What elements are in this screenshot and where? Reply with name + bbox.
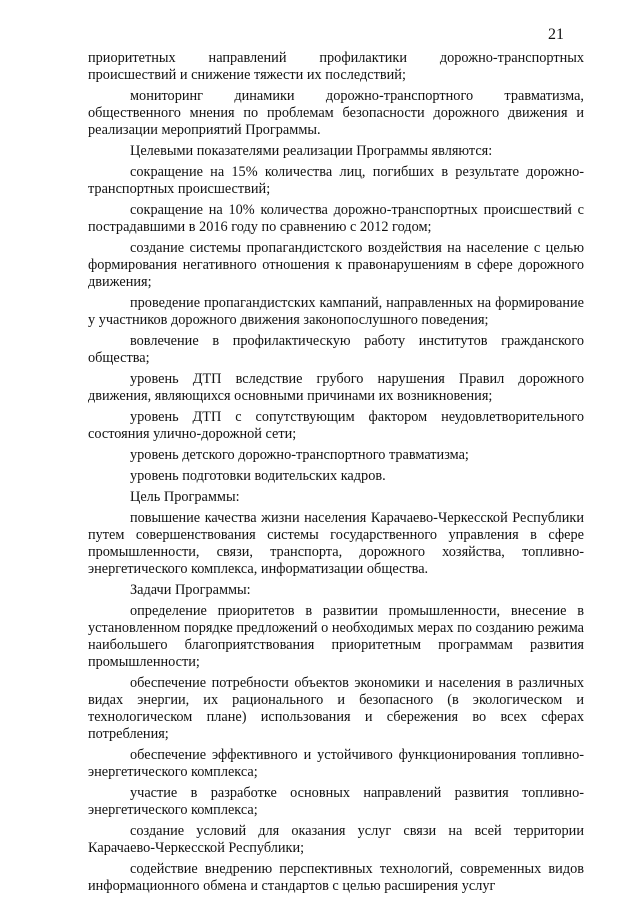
paragraph: проведение пропагандистских кампаний, направленных на формирование у участников дорожного движения законопослушного поведения;	[88, 295, 584, 328]
paragraph: Задачи Программы:	[130, 582, 251, 598]
paragraph: определение приоритетов в развитии промышленности, внесение в установленном порядке предложений о необходимых мерах по созданию режима наибольшего благоприятствования приоритетным программам развития промышленности;	[88, 603, 584, 670]
paragraph: Цель Программы:	[130, 489, 240, 505]
paragraph: участие в разработке основных направлений развития топливно-энергетического комплекса;	[88, 785, 584, 818]
paragraph: повышение качества жизни населения Карачаево-Черкесской Республики путем совершенствования системы государственного управления в сфере промышленности, связи, транспорта, дорожного хозяйства, топливно-энергетического комплекса, информатизации общества.	[88, 510, 584, 577]
paragraph: мониторинг динамики дорожно-транспортного травматизма, общественного мнения по проблемам безопасности дорожного движения и реализации мероприятий Программы.	[88, 88, 584, 138]
paragraph: создание системы пропагандистского воздействия на население с целью формирования негативного отношения к правонарушениям в сфере дорожного движения;	[88, 240, 584, 290]
paragraph: приоритетных направлений профилактики дорожно-транспортных происшествий и снижение тяжести их последствий;	[88, 50, 584, 83]
paragraph: сокращение на 10% количества дорожно-транспортных происшествий с пострадавшими в 2016 году по сравнению с 2012 годом;	[88, 202, 584, 235]
page-number: 21	[548, 26, 564, 43]
paragraph: уровень детского дорожно-транспортного травматизма;	[130, 447, 469, 463]
paragraph: Целевыми показателями реализации Программы являются:	[130, 143, 493, 159]
paragraph: уровень подготовки водительских кадров.	[130, 468, 386, 484]
paragraph: сокращение на 15% количества лиц, погибших в результате дорожно-транспортных происшествий;	[88, 164, 584, 197]
paragraph: обеспечение эффективного и устойчивого функционирования топливно-энергетического комплекса;	[88, 747, 584, 780]
paragraph: уровень ДТП вследствие грубого нарушения Правил дорожного движения, являющихся основными причинами их возникновения;	[88, 371, 584, 404]
paragraph: уровень ДТП с сопутствующим фактором неудовлетворительного состояния улично-дорожной сети;	[88, 409, 584, 442]
paragraph: вовлечение в профилактическую работу институтов гражданского общества;	[88, 333, 584, 366]
paragraph: создание условий для оказания услуг связи на всей территории Карачаево-Черкесской Республики;	[88, 823, 584, 856]
paragraph: содействие внедрению перспективных технологий, современных видов информационного обмена и стандартов с целью расширения услуг	[88, 861, 584, 894]
document-body	[88, 50, 584, 899]
paragraph: обеспечение потребности объектов экономики и населения в различных видах энергии, их рационального и безопасного (в экологическом и технологическом плане) использования и сбережения во всех сферах потребления;	[88, 675, 584, 742]
